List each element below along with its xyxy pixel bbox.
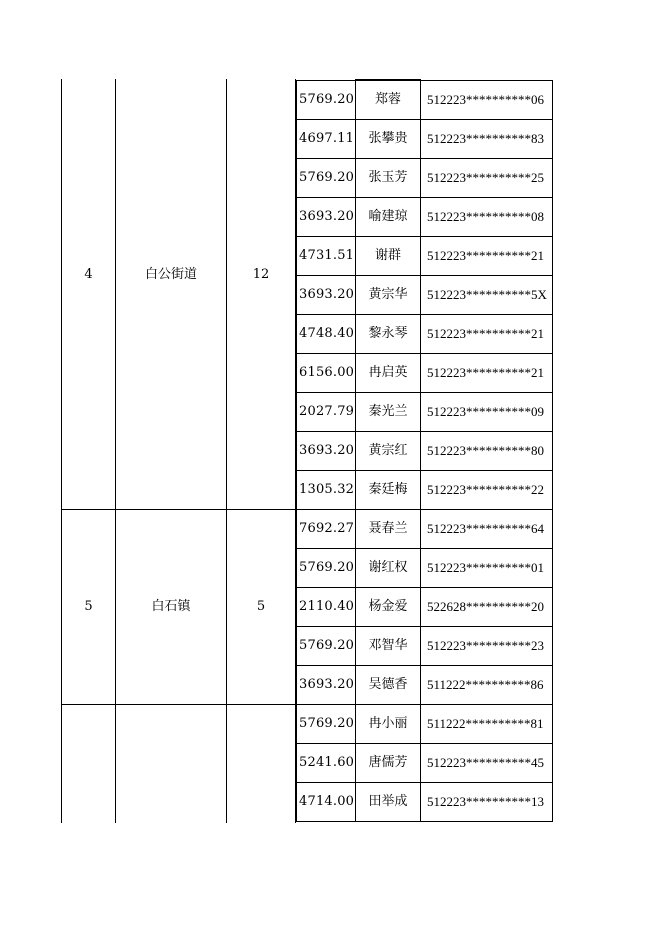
name-cell: 田举成: [356, 783, 421, 822]
amount-cell: 4714.00: [297, 783, 356, 822]
table-row: [297, 432, 553, 471]
table-row: [297, 237, 553, 276]
id-number-cell: 512223**********64: [421, 510, 553, 549]
amount-cell: 5769.20: [297, 80, 356, 120]
table-row: [297, 588, 553, 627]
name-cell: 冉小丽: [356, 705, 421, 744]
name-cell: 冉启英: [356, 354, 421, 393]
amount-cell: 2110.40: [297, 588, 356, 627]
id-number-cell: 512223**********09: [421, 393, 553, 432]
group-separator: [61, 704, 295, 705]
amount-cell: 4731.51: [297, 237, 356, 276]
name-cell: 喻建琼: [356, 198, 421, 237]
group-seq: 4: [84, 267, 93, 282]
amount-cell: 4697.11: [297, 120, 356, 159]
column-border-seq-right: [115, 79, 116, 823]
amount-cell: 5769.20: [297, 159, 356, 198]
id-number-cell: 512223**********22: [421, 471, 553, 510]
table-row: [297, 159, 553, 198]
amount-cell: 1305.32: [297, 471, 356, 510]
id-number-cell: 512223**********21: [421, 354, 553, 393]
name-cell: 聂春兰: [356, 510, 421, 549]
amount-cell: 5241.60: [297, 744, 356, 783]
name-cell: 秦廷梅: [356, 471, 421, 510]
id-number-cell: 512223**********06: [421, 80, 553, 120]
id-number-cell: 511222**********81: [421, 705, 553, 744]
group-seq: 5: [84, 599, 93, 614]
table-row: [297, 705, 553, 744]
amount-cell: 4748.40: [297, 315, 356, 354]
table-row: [297, 393, 553, 432]
detail-table: [296, 79, 553, 822]
table-row: [297, 627, 553, 666]
name-cell: 黄宗华: [356, 276, 421, 315]
group-count: 5: [256, 599, 266, 614]
name-cell: 吴德香: [356, 666, 421, 705]
amount-cell: 5769.20: [297, 627, 356, 666]
amount-cell: 3693.20: [297, 198, 356, 237]
id-number-cell: 511222**********86: [421, 666, 553, 705]
id-number-cell: 522628**********20: [421, 588, 553, 627]
name-cell: 郑蓉: [356, 80, 421, 120]
group-township: 白石镇: [151, 599, 191, 614]
column-border-township-right: [226, 79, 227, 823]
id-number-cell: 512223**********01: [421, 549, 553, 588]
table-row: [297, 198, 553, 237]
amount-cell: 3693.20: [297, 276, 356, 315]
id-number-cell: 512223**********23: [421, 627, 553, 666]
table-row: [297, 666, 553, 705]
amount-cell: 6156.00: [297, 354, 356, 393]
id-number-cell: 512223**********45: [421, 744, 553, 783]
name-cell: 谢群: [356, 237, 421, 276]
name-cell: 邓智华: [356, 627, 421, 666]
group-township: 白公街道: [144, 267, 197, 282]
table-row: [297, 80, 553, 120]
table-row: [297, 315, 553, 354]
id-number-cell: 512223**********13: [421, 783, 553, 822]
table-row: [297, 471, 553, 510]
id-number-cell: 512223**********25: [421, 159, 553, 198]
table-row: [297, 549, 553, 588]
amount-cell: 3693.20: [297, 432, 356, 471]
table-row: [297, 276, 553, 315]
amount-cell: 7692.27: [297, 510, 356, 549]
id-number-cell: 512223**********5X: [421, 276, 553, 315]
name-cell: 杨金爱: [356, 588, 421, 627]
table-row: [297, 744, 553, 783]
id-number-cell: 512223**********21: [421, 237, 553, 276]
amount-cell: 5769.20: [297, 549, 356, 588]
table-row: [297, 510, 553, 549]
name-cell: 谢红权: [356, 549, 421, 588]
table-row: [297, 120, 553, 159]
amount-cell: 3693.20: [297, 666, 356, 705]
name-cell: 黎永琴: [356, 315, 421, 354]
name-cell: 张玉芳: [356, 159, 421, 198]
column-border-seq-left: [61, 79, 62, 823]
group-separator: [61, 509, 295, 510]
table-row: [297, 783, 553, 822]
table-row: [297, 354, 553, 393]
id-number-cell: 512223**********80: [421, 432, 553, 471]
id-number-cell: 512223**********08: [421, 198, 553, 237]
name-cell: 秦光兰: [356, 393, 421, 432]
amount-cell: 5769.20: [297, 705, 356, 744]
name-cell: 唐儒芳: [356, 744, 421, 783]
id-number-cell: 512223**********21: [421, 315, 553, 354]
amount-cell: 2027.79: [297, 393, 356, 432]
group-count: 12: [252, 267, 270, 282]
id-number-cell: 512223**********83: [421, 120, 553, 159]
name-cell: 张攀贵: [356, 120, 421, 159]
name-cell: 黄宗红: [356, 432, 421, 471]
